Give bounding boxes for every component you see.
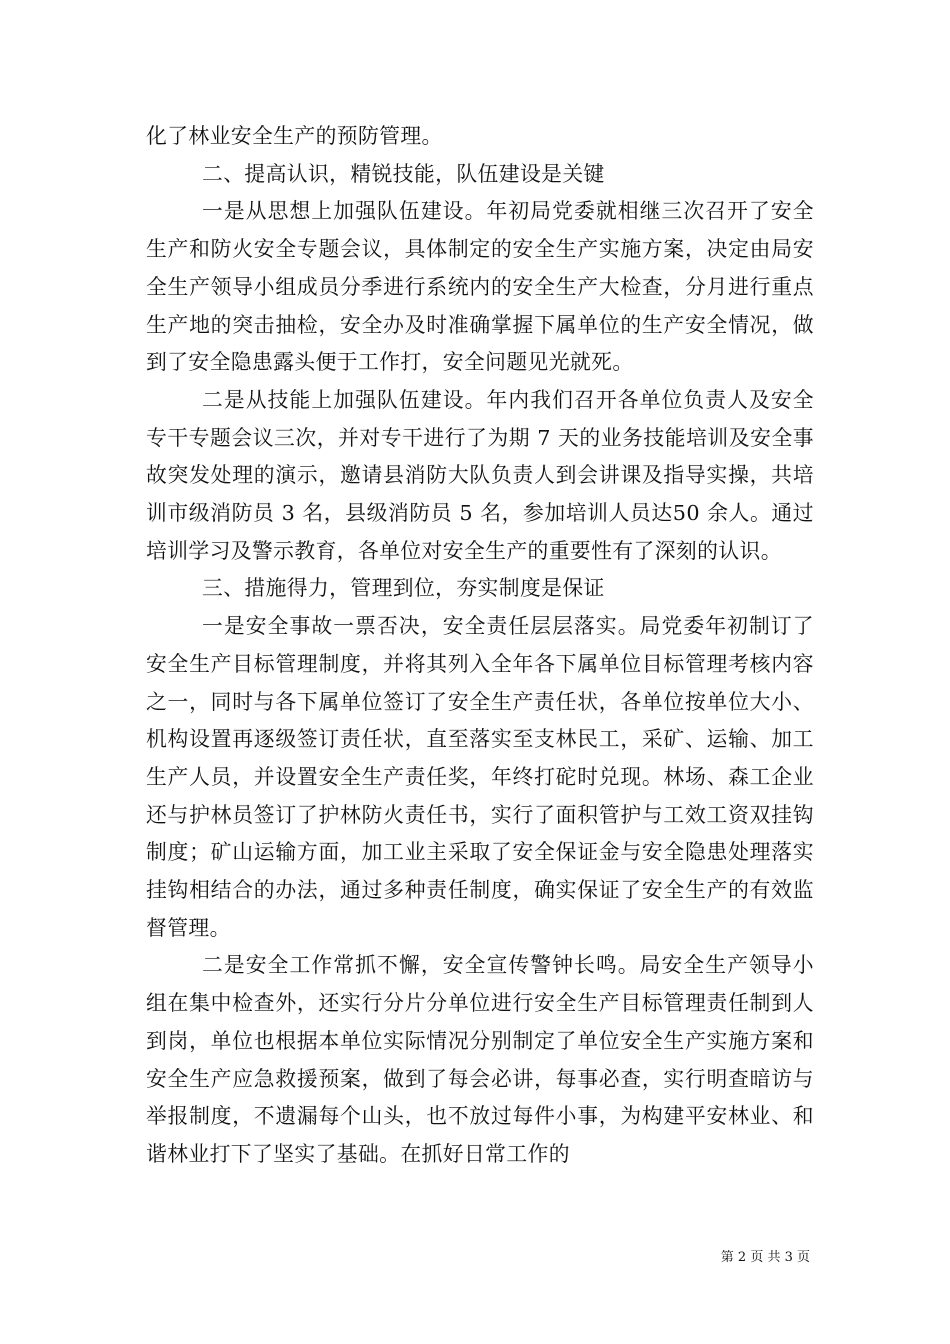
paragraph-skill-building: 二是从技能上加强队伍建设。年内我们召开各单位负责人及安全专干专题会议三次，并对专干进行了为期 7 天的业务技能培训及安全事故突发处理的演示，邀请县消防大队负责人到会讲课及指导实操，共培训市级消防员 3 名，县级消防员 5 名，参加培训人员达50 余人。通过培训学习及警示教育，各单位对安全生产的重要性有了深刻的认识。: [146, 387, 814, 563]
paragraph-safety-publicity: 二是安全工作常抓不懈，安全宣传警钟长鸣。局安全生产领导小组在集中检查外，还实行分片分单位进行安全生产目标管理责任制到人到岗，单位也根据本单位实际情况分别制定了单位安全生产实施方案和安全生产应急救援预案，做到了每会必讲，每事必查，实行明查暗访与举报制度，不遗漏每个山头，也不放过每件小事，为构建平安林业、和谐林业打下了坚实了基础。在抓好日常工作的: [146, 953, 814, 1166]
section-heading-2: 二、提高认识，精锐技能，队伍建设是关键: [202, 161, 605, 186]
paragraph-ideological-building: 一是从思想上加强队伍建设。年初局党委就相继三次召开了安全生产和防火安全专题会议，具体制定的安全生产实施方案，决定由局安全生产领导小组成员分季进行系统内的安全生产大检查，分月进行重点生产地的突击抽检，安全办及时准确掌握下属单位的生产安全情况，做到了安全隐患露头便于工作打，安全问题见光就死。: [146, 199, 814, 375]
paragraph-continuation: 化了林业安全生产的预防管理。: [146, 124, 443, 148]
paragraph-one-vote-veto: 一是安全事故一票否决，安全责任层层落实。局党委年初制订了安全生产目标管理制度，并将其列入全年各下属单位目标管理考核内容之一，同时与各下属单位签订了安全生产责任状，各单位按单位大小、机构设置再逐级签订责任状，直至落实至支林民工，采矿、运输、加工生产人员，并设置安全生产责任奖，年终打砣时兑现。林场、森工企业还与护林员签订了护林防火责任书，实行了面积管护与工效工资双挂钩制度；矿山运输方面，加工业主采取了安全保证金与安全隐患处理落实挂钩相结合的办法，通过多种责任制度，确实保证了安全生产的有效监督管理。: [146, 614, 814, 940]
section-heading-3: 三、措施得力，管理到位，夯实制度是保证: [202, 576, 605, 601]
document-body: [146, 118, 814, 1174]
page-number-footer: 第 2 页 共 3 页: [720, 1250, 810, 1265]
